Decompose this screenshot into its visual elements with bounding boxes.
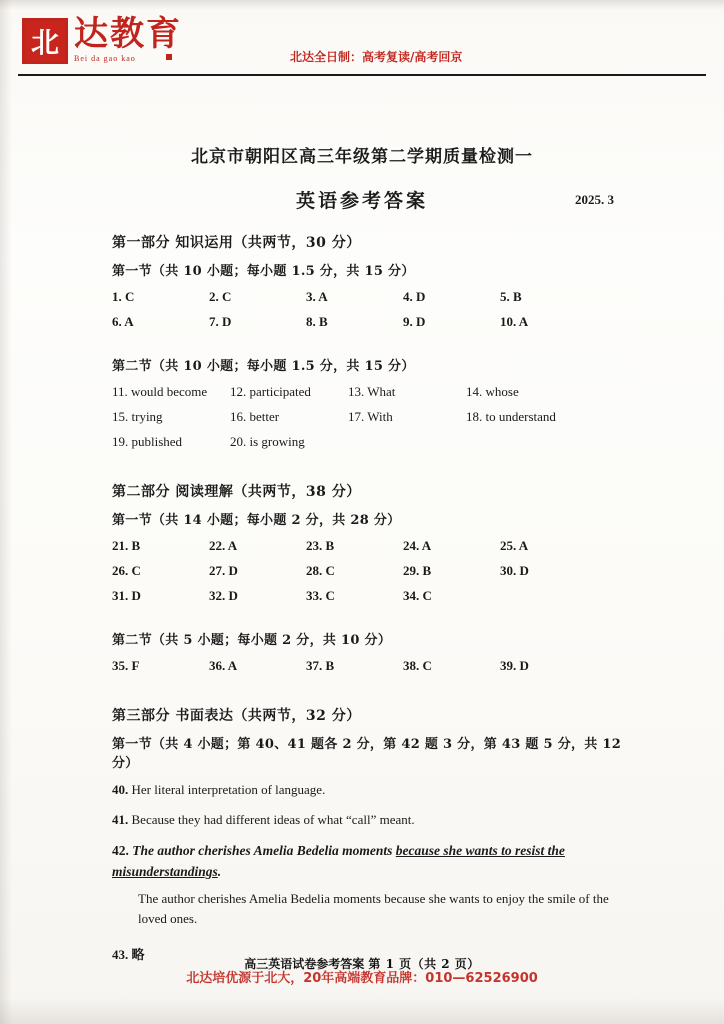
part1-section2-heading: 第二节（共 10 小题；每小题 1.5 分，共 15 分） xyxy=(112,359,415,374)
answer-cell: 2. C xyxy=(209,289,232,304)
answer-row xyxy=(112,538,632,554)
question-41-text: Because they had different ideas of what “call” meant. xyxy=(131,811,415,827)
part1-heading: 第一部分 知识运用（共两节，30 分） xyxy=(112,235,361,251)
answer-cell: 16. better xyxy=(230,409,280,424)
question-41 xyxy=(112,811,632,830)
part2-section1-heading: 第一节（共 14 小题；每小题 2 分，共 28 分） xyxy=(112,513,401,528)
answer-cell: 35. F xyxy=(112,658,140,673)
answer-cell: 31. D xyxy=(112,588,141,603)
logo-square-mark xyxy=(166,54,172,60)
page-header xyxy=(0,14,724,78)
question-42-text-underlined: because she wants to resist the misunderstandings xyxy=(112,842,565,879)
answer-cell: 27. D xyxy=(209,563,238,578)
question-42-number: 42. xyxy=(112,842,129,858)
question-40-text: Her literal interpretation of language. xyxy=(131,782,326,797)
answer-cell: 14. whose xyxy=(466,384,519,399)
part1-section1-heading: 第一节（共 10 小题；每小题 1.5 分，共 15 分） xyxy=(112,264,415,279)
answer-content xyxy=(112,232,632,976)
question-40-number: 40. xyxy=(112,782,129,797)
page-subtitle: 英语参考答案 xyxy=(295,190,428,212)
logo-chinese-name: 达教育 xyxy=(74,14,182,54)
answer-cell: 20. is growing xyxy=(230,434,305,449)
brand-logo xyxy=(22,14,182,65)
answer-row xyxy=(112,434,632,450)
answer-cell: 12. participated xyxy=(230,384,311,399)
answer-cell: 13. What xyxy=(348,384,396,399)
answer-cell: 5. B xyxy=(500,289,522,304)
answer-cell: 22. A xyxy=(209,538,238,553)
answer-cell: 29. B xyxy=(403,563,432,578)
page-title: 北京市朝阳区高三年级第二学期质量检测一 xyxy=(191,147,533,167)
part3-section1-heading: 第一节（共 4 小题；第 40、41 题各 2 分，第 42 题 3 分，第 43 题 5 分，共 12 分） xyxy=(112,737,622,771)
header-tagline: 北达全日制：高考复读/高考回京 xyxy=(290,50,463,64)
logo-text xyxy=(74,16,182,63)
answer-cell: 26. C xyxy=(112,563,141,578)
answer-cell: 4. D xyxy=(403,289,426,304)
answer-row xyxy=(112,563,632,579)
answer-cell: 28. C xyxy=(306,563,335,578)
answer-cell: 23. B xyxy=(306,538,335,553)
answer-cell: 24. A xyxy=(403,538,432,553)
scan-shadow-top xyxy=(0,0,724,10)
answer-cell: 32. D xyxy=(209,588,238,603)
question-43-text: 略 xyxy=(131,947,145,963)
answer-cell: 6. A xyxy=(112,314,134,329)
part2-heading: 第二部分 阅读理解（共两节，38 分） xyxy=(112,484,361,500)
question-41-number: 41. xyxy=(112,811,129,827)
answer-cell: 18. to understand xyxy=(466,409,556,424)
question-42-text-end: . xyxy=(217,863,222,879)
answer-cell: 10. A xyxy=(500,314,529,329)
question-42-alt-answer: The author cherishes Amelia Bedelia moments because she wants to enjoy the smile of the loved ones. xyxy=(138,890,609,927)
answer-row xyxy=(112,658,632,674)
answer-row xyxy=(112,289,632,305)
answer-cell: 39. D xyxy=(500,658,529,673)
answer-cell: 38. C xyxy=(403,658,432,673)
answer-cell: 11. would become xyxy=(112,384,208,399)
answer-cell: 9. D xyxy=(403,314,426,329)
question-42 xyxy=(112,841,632,883)
answer-cell: 33. C xyxy=(306,588,335,603)
document-date: 2025. 3 xyxy=(575,192,614,207)
footer-title: 高三英语试卷参考答案 xyxy=(244,957,365,971)
answer-cell: 36. A xyxy=(209,658,238,673)
answer-cell: 34. C xyxy=(403,588,432,603)
answer-row xyxy=(112,384,632,400)
part3-heading: 第三部分 书面表达（共两节，32 分） xyxy=(112,708,361,724)
answer-cell: 15. trying xyxy=(112,409,163,424)
answer-cell: 37. B xyxy=(306,658,335,673)
answer-cell: 7. D xyxy=(209,314,232,329)
logo-stamp-icon: 北 xyxy=(22,18,68,64)
answer-row xyxy=(112,588,632,604)
scan-shadow-bottom xyxy=(0,998,724,1024)
answer-cell: 25. A xyxy=(500,538,529,553)
part2-section2-heading: 第二节（共 5 小题；每小题 2 分，共 10 分） xyxy=(112,633,392,648)
logo-pinyin: Bei da gao kao xyxy=(74,54,182,63)
footer-page-number: 第 1 页（共 2 页） xyxy=(368,957,480,971)
answer-cell: 8. B xyxy=(306,314,328,329)
answer-cell: 30. D xyxy=(500,563,529,578)
header-divider xyxy=(18,74,706,76)
footer-advertisement: 北达培优源于北大，20年高端教育品牌：010—62526900 xyxy=(186,971,538,986)
answer-row xyxy=(112,409,632,425)
question-40 xyxy=(112,781,632,800)
answer-cell: 1. C xyxy=(112,289,135,304)
answer-cell: 21. B xyxy=(112,538,141,553)
answer-cell: 19. published xyxy=(112,434,183,449)
question-43-number: 43. xyxy=(112,947,129,963)
answer-cell: 17. With xyxy=(348,409,393,424)
answer-cell: 3. A xyxy=(306,289,328,304)
question-42-text-plain: The author cherishes Amelia Bedelia moments xyxy=(132,842,396,858)
answer-row xyxy=(112,314,632,330)
